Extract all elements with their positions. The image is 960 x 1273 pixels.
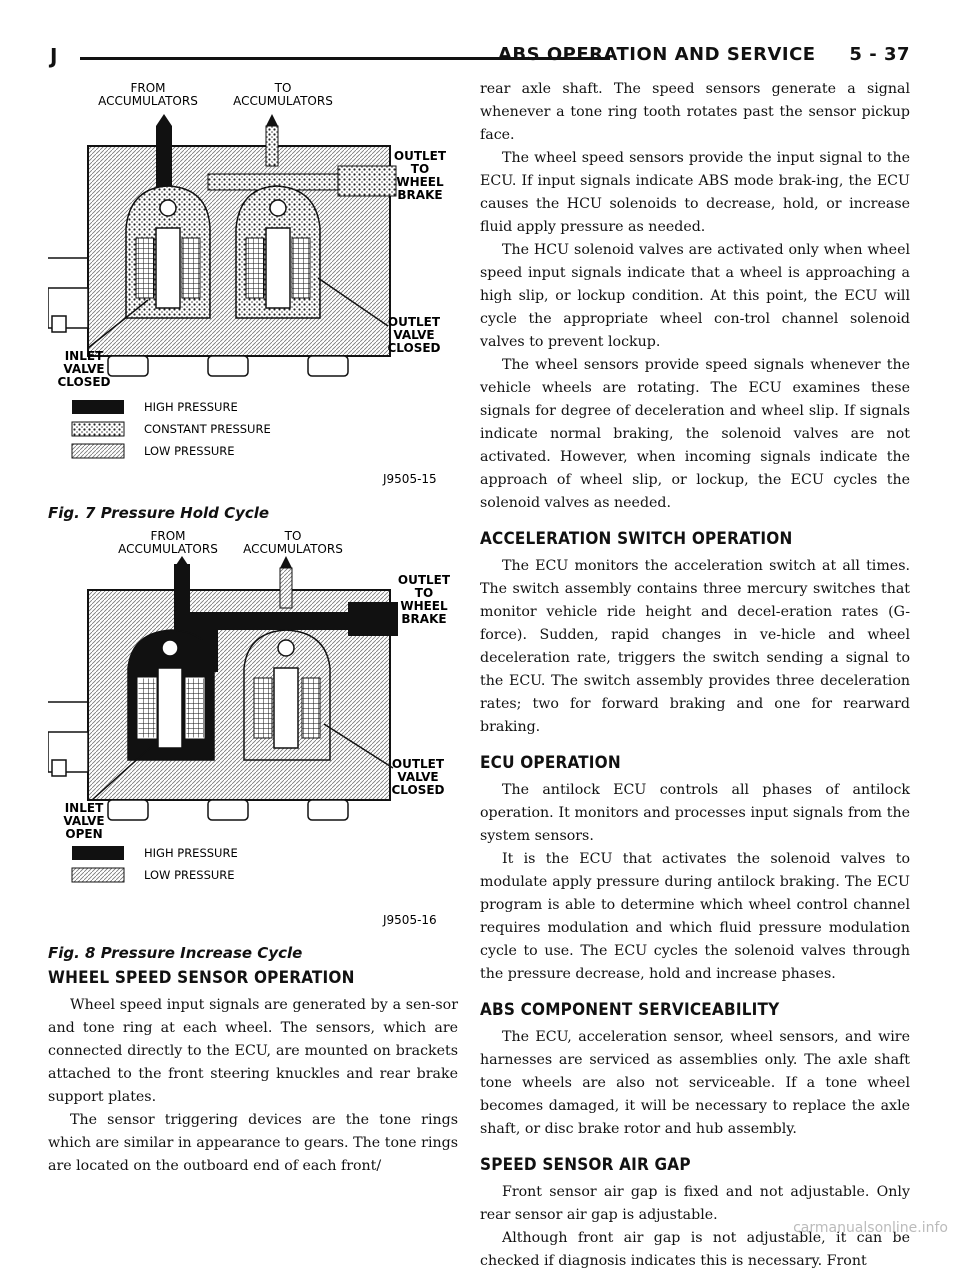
right-p2: The wheel speed sensors provide the input signal to the ECU. If input signals indicate ABS mode brak-ing, the ECU causes the HCU solenoids to decrease, hold, or increase fluid apply pressure as needed.	[480, 150, 910, 235]
right-p4: The wheel sensors provide speed signals whenever the vehicle wheels are rotating. The ECU examines these signals for degree of deceleration and wheel slip. If signals indicate normal braking, the solenoid valves are not activated. However, when incoming signals indicate the approach of wheel slip, or lockup, the ECU cycles the solenoid valves as needed.	[480, 357, 910, 511]
right-p3: The HCU solenoid valves are activated only when wheel speed input signals indicate that a wheel is approaching a high slip, or lockup condition. At this point, the ECU will cycle the appropriate wheel con-trol channel solenoid valves to prevent lockup.	[480, 242, 910, 350]
service-p1: The ECU, acceleration sensor, wheel sensors, and wire harnesses are serviced as assemblies only. The axle shaft tone wheels are also not serviceable. If a tone wheel becomes damaged, it will be necessary to replace the axle shaft, or disc brake rotor and hub assembly.	[480, 1029, 910, 1137]
fig7-legend-constant: CONSTANT PRESSURE	[144, 422, 271, 436]
fig7-code: J9505-15	[383, 472, 437, 486]
figure-7	[48, 78, 458, 522]
heading-wheel-speed: WHEEL SPEED SENSOR OPERATION	[48, 968, 355, 988]
fig7-outlet-label: OUTLET TO WHEEL BRAKE	[393, 149, 447, 202]
fig7-legend-low: LOW PRESSURE	[144, 444, 235, 458]
accel-p1: The ECU monitors the acceleration switch at all times. The switch assembly contains three mercury switches that monitor vehicle ride height and decel-eration rates (G-force). Sudden, rapid changes in ve-hicle and wheel deceleration rate, triggers the switch sending a signal to the ECU. The switch assembly provides three deceleration rates; two for forward braking and one for rearward braking.	[480, 558, 910, 735]
left-column	[48, 78, 458, 1178]
heading-service: ABS COMPONENT SERVICEABILITY	[480, 1000, 780, 1020]
fig8-caption: Fig. 8 Pressure Increase Cycle	[48, 944, 303, 962]
fig8-inlet-valve-label: INLET VALVE OPEN	[63, 801, 105, 841]
watermark: carmanualsonline.info	[793, 1220, 948, 1236]
wheel-speed-p1: Wheel speed input signals are generated by a sen-sor and tone ring at each wheel. The sensors, which are connected directly to the ECU, are mounted on brackets attached to the front steering knuckles and rear brake support plates.	[48, 997, 458, 1105]
wheel-speed-p2: The sensor triggering devices are the tone rings which are similar in appearance to gears. The tone rings are located on the outboard end of each front/	[48, 1112, 458, 1174]
fig7-legend-high: HIGH PRESSURE	[144, 400, 238, 414]
fig8-outlet-valve-label: OUTLET VALVE CLOSED	[391, 757, 445, 797]
heading-accel: ACCELERATION SWITCH OPERATION	[480, 529, 793, 549]
fig8-outlet-label: OUTLET TO WHEEL BRAKE	[397, 573, 451, 626]
fig7-caption: Fig. 7 Pressure Hold Cycle	[48, 504, 270, 522]
airgap-p1: Front sensor air gap is fixed and not adjustable. Only rear sensor air gap is adjustable.	[480, 1184, 910, 1223]
ecu-p1: The antilock ECU controls all phases of antilock operation. It monitors and processes input signals from the system sensors.	[480, 782, 910, 844]
ecu-p2: It is the ECU that activates the solenoid valves to modulate apply pressure during antilock braking. The ECU program is able to determine which wheel control channel requires modulation and which fluid pressure modulation cycle to use. The ECU cycles the solenoid valves through the pressure decrease, hold and increase phases.	[480, 851, 910, 982]
fig8-to-label: TO ACCUMULATORS	[243, 529, 343, 556]
page-header	[50, 44, 910, 74]
page-title: ABS OPERATION AND SERVICE 5 - 37	[497, 44, 910, 65]
right-p1: rear axle shaft. The speed sensors generate a signal whenever a tone ring tooth rotates past the sensor pickup face.	[480, 81, 910, 143]
pressure-increase-diagram	[48, 528, 458, 938]
fig7-inlet-valve-label: INLET VALVE CLOSED	[57, 349, 111, 389]
fig7-from-label: FROM ACCUMULATORS	[98, 81, 198, 108]
fig8-code: J9505-16	[383, 913, 437, 927]
fig8-legend-high: HIGH PRESSURE	[144, 846, 238, 860]
fig7-outlet-valve-label: OUTLET VALVE CLOSED	[387, 315, 441, 355]
right-column	[480, 78, 910, 1273]
pressure-hold-diagram	[48, 78, 458, 498]
section-letter: J	[50, 44, 58, 68]
heading-ecu: ECU OPERATION	[480, 753, 621, 773]
fig8-legend-low: LOW PRESSURE	[144, 868, 235, 882]
heading-airgap: SPEED SENSOR AIR GAP	[480, 1155, 691, 1175]
figure-8	[48, 528, 458, 962]
airgap-p2: Although front air gap is not adjustable, it can be checked if diagnosis indicates this is necessary. Front	[480, 1230, 910, 1269]
fig8-from-label: FROM ACCUMULATORS	[118, 529, 218, 556]
fig7-to-label: TO ACCUMULATORS	[233, 81, 333, 108]
